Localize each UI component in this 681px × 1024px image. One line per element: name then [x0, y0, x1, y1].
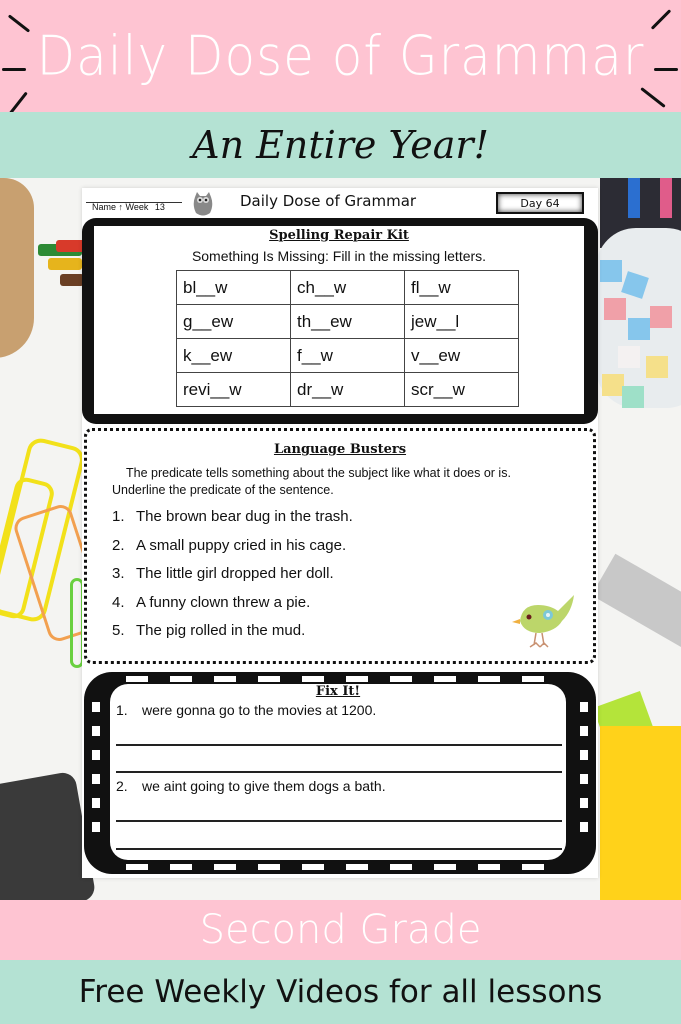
spelling-section: [94, 226, 584, 414]
tagline-text: Free Weekly Videos for all lessons: [78, 974, 603, 1010]
fix-it-title: Fix It!: [315, 684, 361, 699]
burst-mark-icon: [640, 87, 665, 108]
item-text: we aint going to give them dogs a bath.: [142, 778, 386, 794]
owl-icon: [192, 191, 214, 217]
spelling-word-cell: fl__w: [405, 271, 519, 305]
worksheet-header: [82, 188, 598, 218]
item-number: 4.: [112, 593, 125, 611]
fix-it-item: [116, 702, 376, 718]
film-sprocket: [478, 864, 500, 870]
item-text: A funny clown threw a pie.: [136, 593, 311, 611]
item-text: The little girl dropped her doll.: [136, 565, 334, 582]
spelling-word-cell: ch__w: [291, 271, 405, 305]
language-busters-title: Language Busters: [273, 442, 407, 457]
title-banner: [0, 0, 681, 112]
film-sprocket: [92, 750, 100, 760]
film-sprocket: [92, 726, 100, 736]
film-sprocket: [580, 798, 588, 808]
film-sprocket: [170, 676, 192, 682]
table-row: [177, 305, 519, 339]
item-number: 5.: [112, 622, 125, 639]
spelling-word-cell: v__ew: [405, 339, 519, 373]
film-sprocket: [92, 774, 100, 784]
chalk-icon: [604, 298, 626, 320]
spelling-word-cell: g__ew: [177, 305, 291, 339]
worksheet-title: Daily Dose of Grammar: [240, 192, 417, 210]
banner-title: Daily Dose of Grammar: [36, 24, 645, 88]
list-item: [112, 594, 353, 623]
item-number: 1.: [116, 702, 128, 718]
spelling-word-cell: th__ew: [291, 305, 405, 339]
film-sprocket: [390, 864, 412, 870]
film-sprocket: [580, 702, 588, 712]
film-sprocket: [522, 676, 544, 682]
pen-icon: [628, 178, 640, 218]
ruler-icon: [591, 554, 681, 651]
fix-it-section: [110, 684, 566, 860]
film-sprocket: [92, 798, 100, 808]
answer-line[interactable]: [116, 848, 562, 850]
item-text: The brown bear dug in the trash.: [136, 508, 353, 525]
chalk-icon: [650, 306, 672, 328]
film-sprocket: [92, 822, 100, 832]
spelling-word-cell: bl__w: [177, 271, 291, 305]
film-sprocket: [302, 676, 324, 682]
name-label-text: Name ↑ Week: [92, 202, 149, 212]
chalk-icon: [628, 318, 650, 340]
burst-mark-icon: [654, 68, 678, 71]
film-sprocket: [214, 676, 236, 682]
film-sprocket: [126, 676, 148, 682]
table-row: [177, 339, 519, 373]
list-item: [112, 508, 353, 537]
worksheet: [82, 188, 598, 878]
answer-line[interactable]: [116, 771, 562, 773]
list-item: [112, 537, 353, 566]
item-number: 2.: [112, 536, 125, 554]
film-sprocket: [346, 676, 368, 682]
film-sprocket: [302, 864, 324, 870]
marker-icon: [48, 258, 82, 270]
spelling-word-cell: f__w: [291, 339, 405, 373]
film-sprocket: [346, 864, 368, 870]
item-text: A small puppy cried in his cage.: [136, 536, 347, 554]
list-item: [112, 622, 353, 651]
film-sprocket: [434, 864, 456, 870]
spelling-title: Spelling Repair Kit: [269, 228, 409, 243]
sentence-list: [112, 508, 353, 651]
item-number: 2.: [116, 778, 128, 794]
sticky-note-icon: [600, 726, 681, 900]
film-sprocket: [434, 676, 456, 682]
answer-line[interactable]: [116, 820, 562, 822]
banner-subtitle: An Entire Year!: [192, 123, 489, 167]
spelling-table: [176, 270, 519, 407]
burst-mark-icon: [651, 9, 672, 30]
item-number: 1.: [112, 508, 125, 525]
grade-label: Second Grade: [199, 907, 482, 953]
film-sprocket: [580, 750, 588, 760]
language-busters-description: [112, 465, 582, 499]
chalk-icon: [600, 260, 622, 282]
film-sprocket: [92, 702, 100, 712]
pen-icon: [660, 178, 672, 218]
list-item: [112, 565, 353, 594]
spelling-instructions: Something Is Missing: Fill in the missing letters.: [191, 248, 487, 264]
chalk-icon: [646, 356, 668, 378]
film-sprocket: [390, 676, 412, 682]
film-sprocket: [522, 864, 544, 870]
spelling-word-cell: scr__w: [405, 373, 519, 407]
spelling-word-cell: k__ew: [177, 339, 291, 373]
film-sprocket: [478, 676, 500, 682]
answer-line[interactable]: [116, 744, 562, 746]
week-number: 13: [154, 202, 165, 212]
film-sprocket: [580, 822, 588, 832]
day-badge: Day 64: [496, 192, 584, 214]
film-sprocket: [580, 726, 588, 736]
chalk-icon: [622, 386, 644, 408]
burst-mark-icon: [8, 14, 30, 32]
chalk-icon: [602, 374, 624, 396]
burst-mark-icon: [2, 68, 26, 71]
spelling-word-cell: dr__w: [291, 373, 405, 407]
film-sprocket: [126, 864, 148, 870]
marker-icon: [60, 274, 84, 286]
item-text: were gonna go to the movies at 1200.: [142, 702, 377, 718]
spelling-word-cell: jew__l: [405, 305, 519, 339]
tagline-banner: [0, 960, 681, 1024]
grade-banner: [0, 900, 681, 960]
table-row: [177, 373, 519, 407]
description-line: Underline the predicate of the sentence.: [112, 483, 334, 497]
bird-icon: [512, 591, 576, 649]
film-sprocket: [214, 864, 236, 870]
subtitle-banner: [0, 112, 681, 178]
spelling-word-cell: revi__w: [177, 373, 291, 407]
film-sprocket: [258, 676, 280, 682]
description-line: The predicate tells something about the subject like what it does or is.: [126, 466, 511, 480]
fix-it-item: [116, 778, 386, 794]
film-sprocket: [258, 864, 280, 870]
name-week-label: [92, 202, 165, 212]
basket-icon: [0, 178, 34, 358]
table-row: [177, 271, 519, 305]
item-number: 3.: [112, 565, 125, 582]
chalk-icon: [618, 346, 640, 368]
item-text: The pig rolled in the mud.: [136, 622, 306, 639]
film-sprocket: [170, 864, 192, 870]
film-sprocket: [580, 774, 588, 784]
